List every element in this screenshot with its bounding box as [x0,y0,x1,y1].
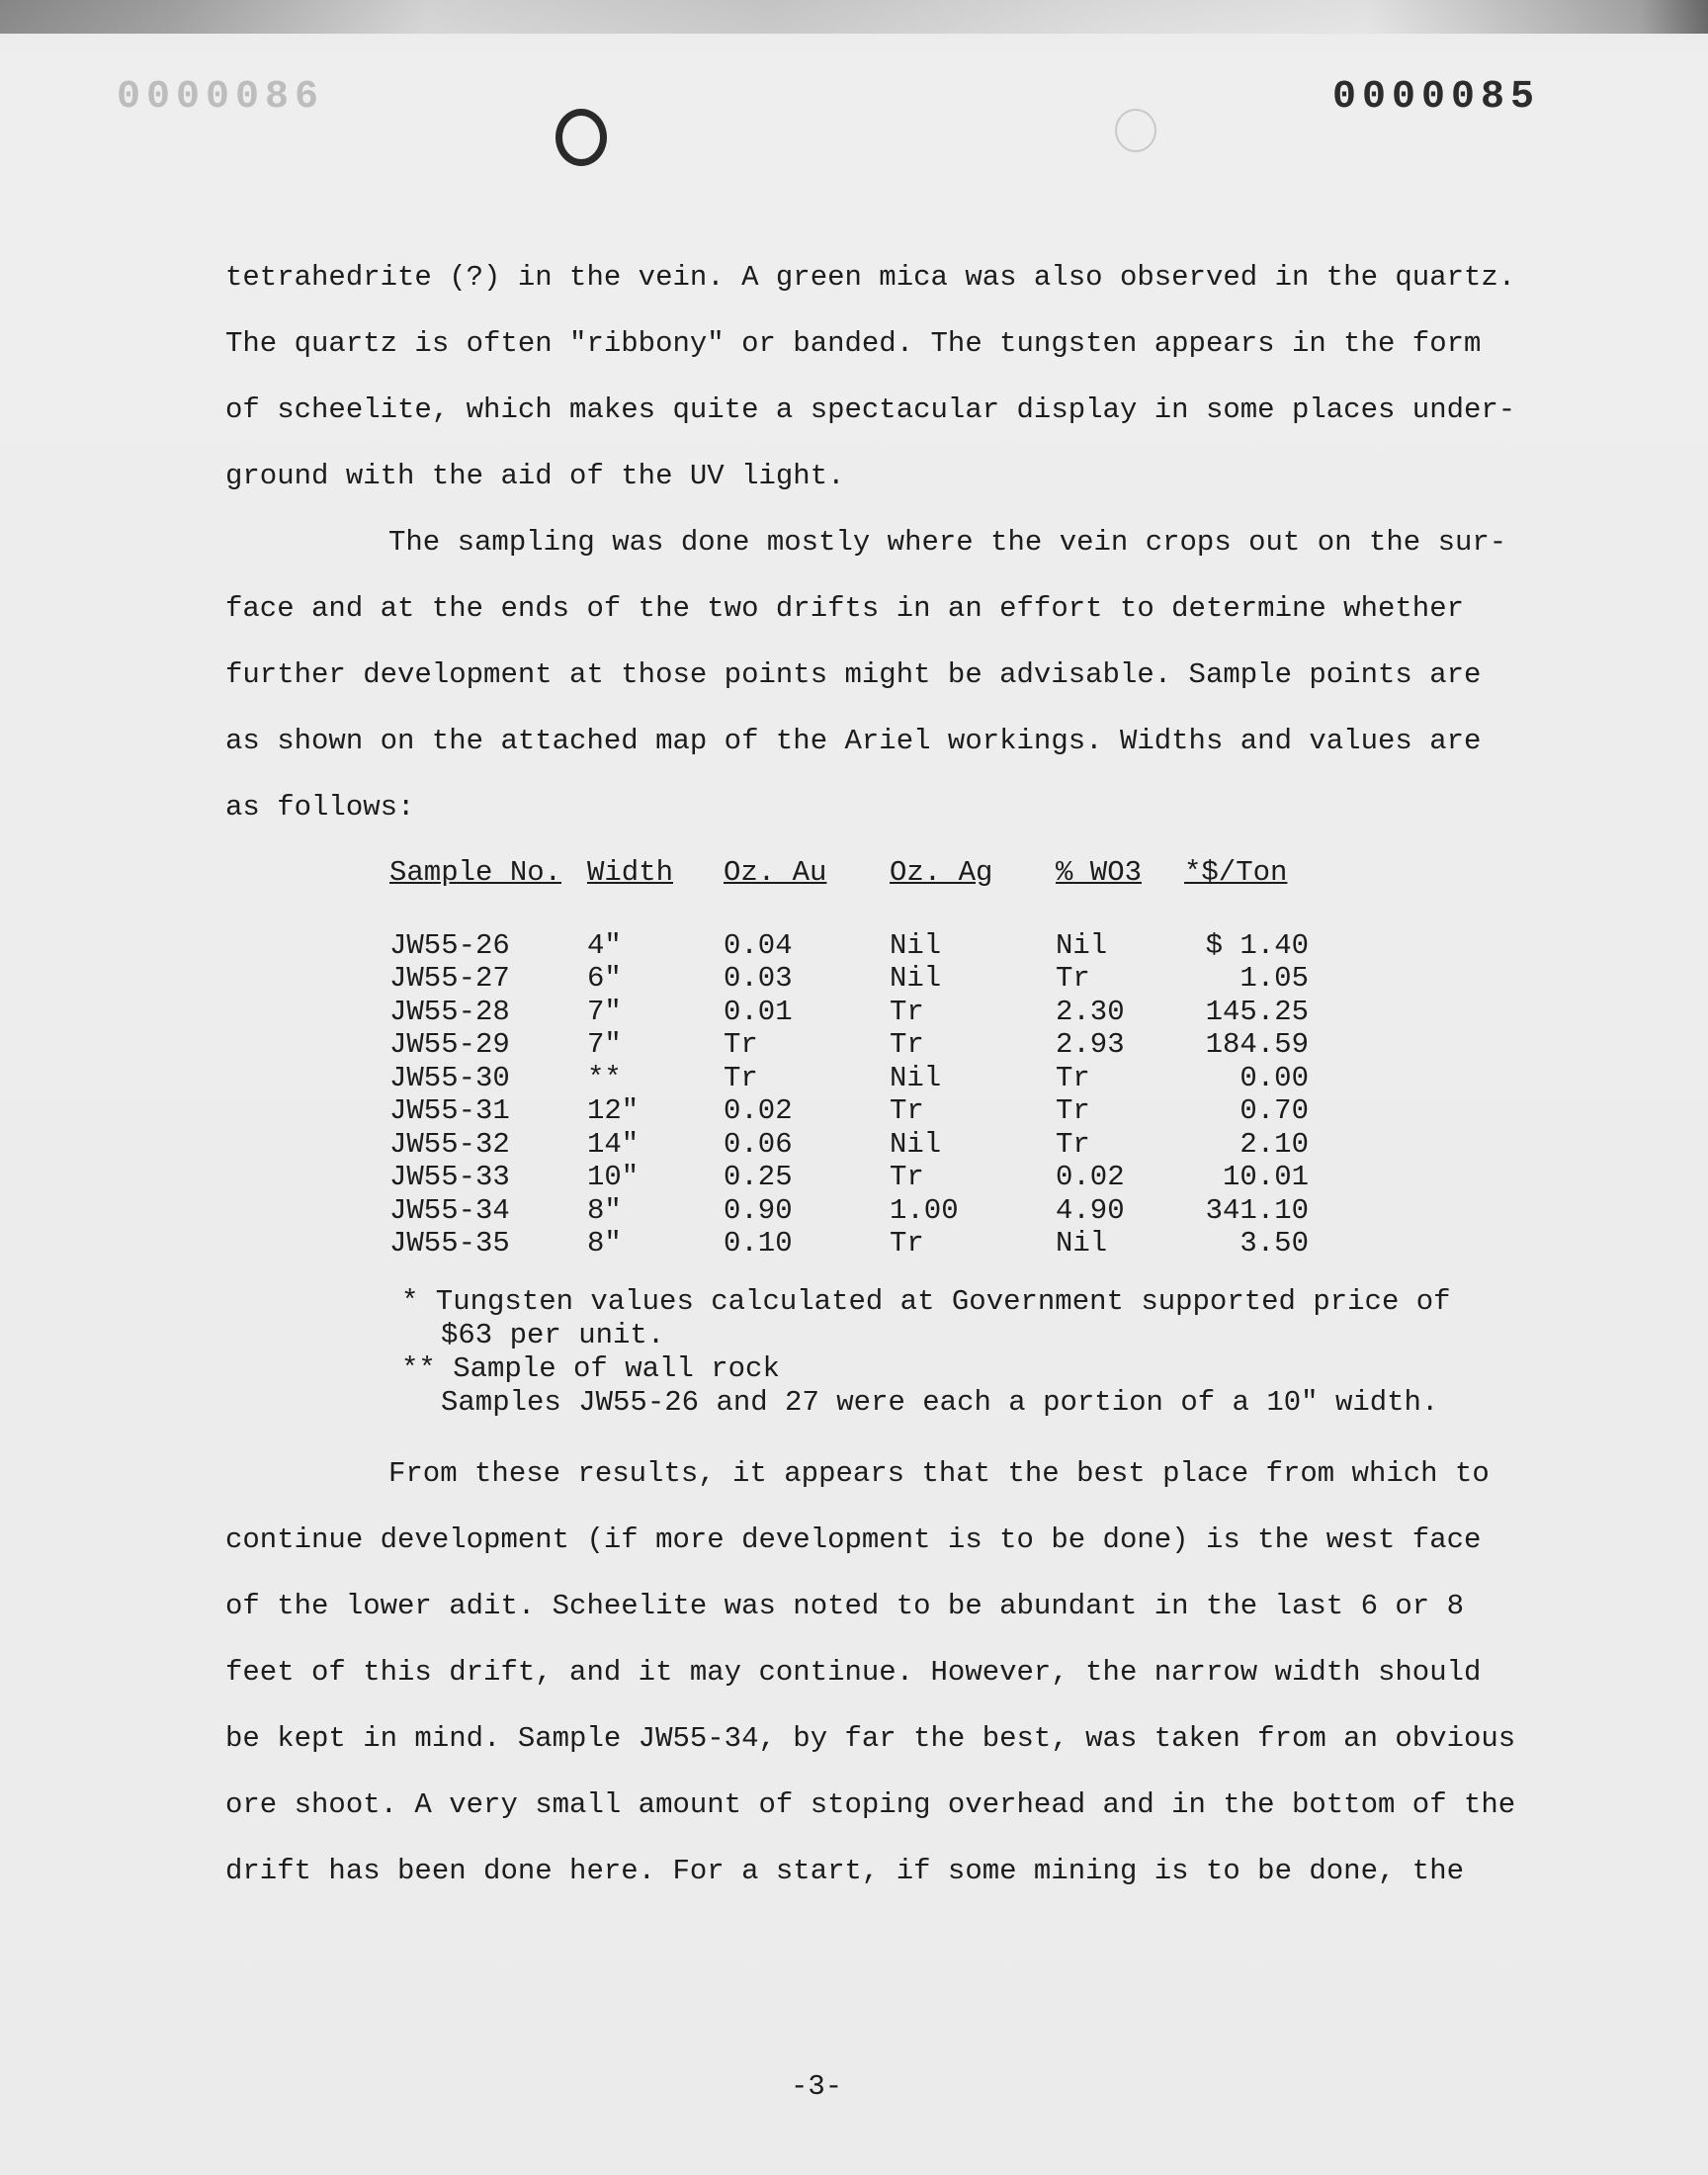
cell-au: 0.01 [724,995,793,1028]
cell-width: 8" [587,1227,622,1260]
cell-ag: Tr [890,1227,924,1260]
text-line: From these results, it appears that the best place from which to [388,1457,1490,1490]
cell-width: 8" [587,1193,622,1227]
cell-sample: JW55-29 [389,1028,510,1061]
cell-value: 1.05 [1239,962,1309,995]
text-line: drift has been done here. For a start, if some mining is to be done, the [225,1855,1465,1887]
text-line: as shown on the attached map of the Ariel workings. Widths and values are [225,725,1482,757]
cell-value: 0.00 [1239,1061,1309,1094]
cell-au: Tr [724,1028,758,1061]
cell-ag: Nil [890,1061,942,1094]
footnote-double-asterisk: ** Sample of wall rock [401,1352,780,1385]
text-line: of scheelite, which makes quite a spectacular display in some places under- [225,393,1516,426]
cell-sample: JW55-32 [389,1127,510,1161]
footnote-asterisk: * Tungsten values calculated at Government supported price of [401,1285,1451,1318]
cell-sample: JW55-26 [389,928,510,962]
cell-ag: Nil [890,1127,942,1161]
text-line: of the lower adit. Scheelite was noted to be abundant in the last 6 or 8 [225,1590,1465,1622]
cell-wo3: 2.30 [1056,995,1125,1028]
table-row [389,1028,1309,1062]
cell-value: 341.10 [1205,1193,1309,1227]
table-row [389,1161,1309,1194]
cell-wo3: 2.93 [1056,1028,1125,1061]
table-row [389,1062,1309,1095]
header-pct-wo3: % WO3 [1056,856,1143,889]
cell-width: 10" [587,1161,640,1193]
text-line: ore shoot. A very small amount of stoping overhead and in the bottom of the [225,1788,1516,1821]
cell-au: 0.02 [724,1094,793,1127]
cell-width: 4" [587,928,622,962]
paragraph-3 [225,1440,1530,1904]
table-row [389,1094,1309,1128]
cell-sample: JW55-27 [389,962,510,995]
cell-width: 7" [587,1028,622,1061]
cell-sample: JW55-34 [389,1193,510,1227]
table-row [389,962,1309,996]
cell-au: 0.06 [724,1127,793,1161]
cell-width: 14" [587,1127,640,1161]
cell-value: $ 1.40 [1205,928,1309,962]
cell-value: 3.50 [1239,1227,1309,1260]
text-line: The sampling was done mostly where the vein crops out on the sur- [388,526,1507,559]
cell-sample: JW55-30 [389,1061,510,1094]
cell-ag: Tr [890,995,924,1028]
cell-width: 6" [587,962,622,995]
cell-au: 0.03 [724,962,793,995]
punch-hole-mark [555,109,607,166]
cell-width: 7" [587,995,622,1028]
cell-ag: Tr [890,1028,924,1061]
cell-width: ** [587,1061,622,1094]
header-width: Width [587,856,674,889]
cell-wo3: Tr [1056,962,1090,995]
header-oz-ag: Oz. Ag [890,856,993,889]
cell-sample: JW55-33 [389,1161,510,1193]
page-number: -3- [791,2070,843,2103]
cell-au: 0.25 [724,1161,793,1193]
cell-ag: Nil [890,928,942,962]
cell-ag: Tr [890,1161,924,1193]
cell-sample: JW55-31 [389,1094,510,1127]
cell-wo3: Nil [1056,1227,1108,1260]
table-row [389,996,1309,1029]
table-row [389,1227,1309,1261]
table-header-row [389,856,1309,896]
cell-value: 10.01 [1222,1161,1309,1193]
table-row [389,929,1309,963]
cell-au: 0.10 [724,1227,793,1260]
table-footnotes [401,1285,1451,1420]
text-line: as follows: [225,791,415,824]
text-line: ground with the aid of the UV light. [225,460,845,492]
footnote-samples-note: Samples JW55-26 and 27 were each a portion of a 10" width. [441,1386,1439,1419]
text-line: further development at those points might be advisable. Sample points are [225,658,1482,691]
cell-ag: 1.00 [890,1193,959,1227]
header-oz-au: Oz. Au [724,856,827,889]
cell-ag: Nil [890,962,942,995]
cell-au: Tr [724,1061,758,1094]
cell-width: 12" [587,1094,640,1127]
paragraph-2 [225,509,1530,840]
paragraph-1 [225,244,1530,509]
cell-sample: JW55-28 [389,995,510,1028]
cell-sample: JW55-35 [389,1227,510,1260]
faded-document-number: 0000086 [117,75,325,120]
table-row [389,1194,1309,1228]
table-row [389,1128,1309,1162]
footnote-asterisk-cont: $63 per unit. [441,1319,665,1351]
header-dollars-per-ton: *$/Ton [1184,856,1288,889]
document-number: 0000085 [1332,75,1541,120]
cell-value: 145.25 [1205,995,1309,1028]
cell-au: 0.04 [724,928,793,962]
cell-wo3: Nil [1056,928,1108,962]
cell-wo3: 4.90 [1056,1193,1125,1227]
cell-au: 0.90 [724,1193,793,1227]
cell-wo3: 0.02 [1056,1161,1125,1193]
text-line: continue development (if more development is to be done) is the west face [225,1523,1482,1556]
cell-wo3: Tr [1056,1061,1090,1094]
text-line: feet of this drift, and it may continue. However, the narrow width should [225,1656,1482,1689]
text-line: tetrahedrite (?) in the vein. A green mica was also observed in the quartz. [225,261,1516,294]
cell-value: 0.70 [1239,1094,1309,1127]
cell-wo3: Tr [1056,1094,1090,1127]
cell-wo3: Tr [1056,1127,1090,1161]
sample-results-table [389,856,1309,1261]
cell-ag: Tr [890,1094,924,1127]
text-line: face and at the ends of the two drifts in an effort to determine whether [225,592,1465,625]
header-sample-no: Sample No. [389,856,562,889]
text-line: be kept in mind. Sample JW55-34, by far the best, was taken from an obvious [225,1722,1516,1755]
cell-value: 2.10 [1239,1127,1309,1161]
scan-top-edge [0,0,1708,34]
faint-stamp-mark [1115,109,1156,152]
text-line: The quartz is often "ribbony" or banded. The tungsten appears in the form [225,327,1482,360]
cell-value: 184.59 [1205,1028,1309,1061]
